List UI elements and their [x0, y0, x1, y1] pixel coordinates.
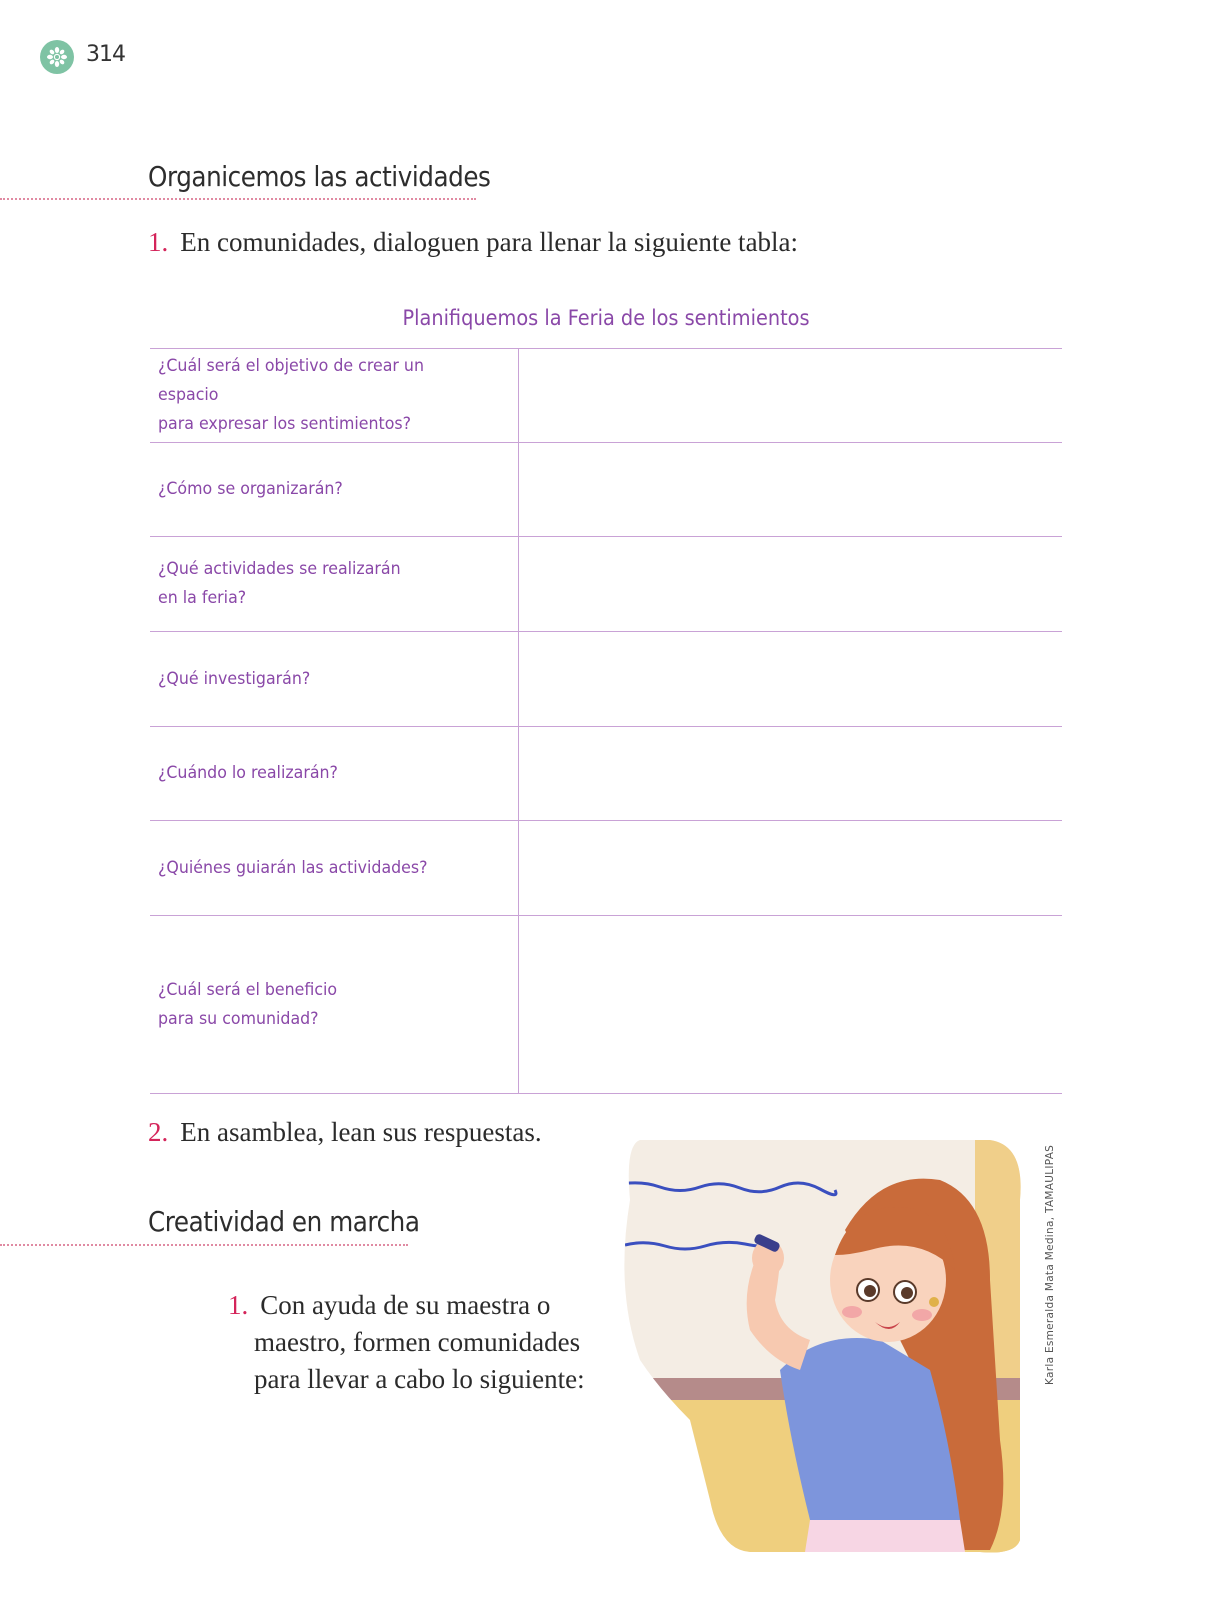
table-row: [150, 916, 1062, 1094]
instruction-2: [148, 1117, 542, 1148]
instruction-creatividad-1: [228, 1287, 585, 1398]
table-row: [150, 349, 1062, 443]
question-cell: [150, 632, 519, 727]
section-title-organicemos: Organicemos las actividades: [148, 160, 491, 193]
question-cell: [150, 916, 519, 1094]
question-text: ¿Cuál será el objetivo de crear un espacio para expresar los sentimientos?: [158, 356, 424, 434]
section-rule: [0, 198, 476, 200]
instruction-text-line: Con ayuda de su maestra o: [260, 1290, 551, 1320]
illustration-credit: Karla Esmeralda Mata Medina, TAMAULIPAS: [1044, 1144, 1056, 1385]
girl-writing-illustration: [620, 1140, 1040, 1560]
question-text: ¿Cuándo lo realizarán?: [158, 763, 338, 783]
planning-table: [150, 348, 1062, 1094]
answer-cell[interactable]: [519, 821, 1063, 916]
answer-cell[interactable]: [519, 349, 1063, 443]
instruction-1: [148, 227, 798, 258]
flower-icon: [45, 45, 69, 69]
question-text: ¿Quiénes guiarán las actividades?: [158, 857, 428, 878]
question-text: ¿Cuál será el beneficio para su comunidad?: [158, 979, 338, 1029]
answer-cell[interactable]: [519, 443, 1063, 537]
question-cell: [150, 537, 519, 632]
table-row: [150, 537, 1062, 632]
answer-cell[interactable]: [519, 537, 1063, 632]
instruction-number: 1.: [148, 227, 169, 257]
table-row: [150, 443, 1062, 537]
section-title-creatividad: Creatividad en marcha: [148, 1205, 420, 1238]
instruction-text: En asamblea, lean sus respuestas.: [180, 1117, 542, 1147]
question-cell: [150, 727, 519, 821]
table-row: [150, 821, 1062, 916]
table-row: [150, 727, 1062, 821]
question-text: ¿Qué investigarán?: [158, 668, 311, 689]
question-cell: [150, 443, 519, 537]
instruction-number: 1.: [228, 1290, 249, 1320]
question-text: ¿Qué actividades se realizarán en la feria?: [158, 559, 401, 608]
instruction-number: 2.: [148, 1117, 169, 1147]
answer-cell[interactable]: [519, 632, 1063, 727]
question-cell: [150, 349, 519, 443]
section-rule: [0, 1244, 408, 1246]
answer-cell[interactable]: [519, 727, 1063, 821]
question-text: ¿Cómo se organizarán?: [158, 479, 343, 499]
answer-cell[interactable]: [519, 916, 1063, 1094]
page-badge: [40, 40, 74, 74]
table-row: [150, 632, 1062, 727]
question-cell: [150, 821, 519, 916]
table-title: Planifiquemos la Feria de los sentimientos: [402, 306, 810, 330]
instruction-text-line: para llevar a cabo lo siguiente:: [254, 1364, 585, 1394]
instruction-text: En comunidades, dialoguen para llenar la siguiente tabla:: [180, 227, 799, 257]
page-number: 314: [86, 42, 125, 67]
instruction-text-line: maestro, formen comunidades: [254, 1327, 581, 1357]
